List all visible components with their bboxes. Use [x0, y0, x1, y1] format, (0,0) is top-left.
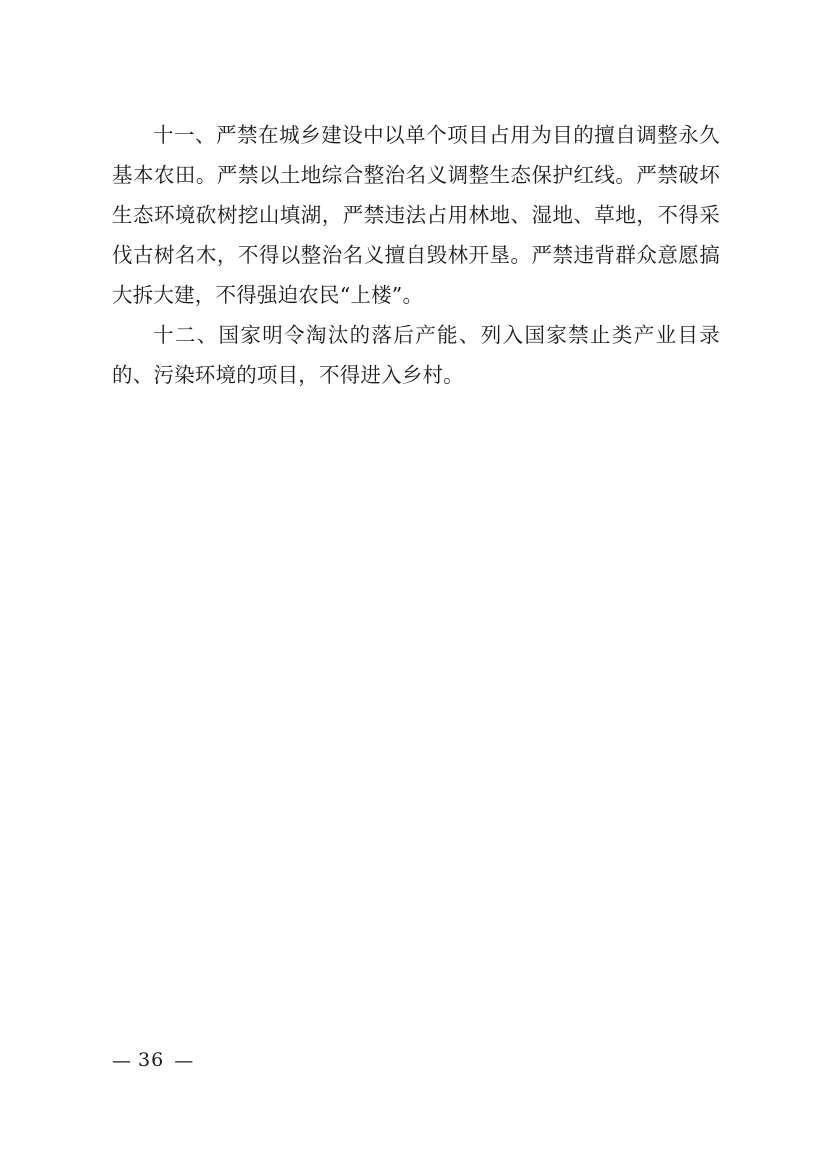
- paragraph-twelve: 十二、国家明令淘汰的落后产能、列入国家禁止类产业目录的、污染环境的项目，不得进入乡村。: [112, 323, 720, 387]
- footer-right-dash: —: [174, 1050, 195, 1072]
- footer-left-dash: —: [112, 1050, 132, 1072]
- page-number: 36: [138, 1049, 165, 1071]
- page-footer: [112, 1049, 720, 1072]
- page-content: [112, 115, 720, 395]
- paragraph-eleven: 十一、严禁在城乡建设中以单个项目占用为目的擅自调整永久基本农田。严禁以土地综合整治名义调整生态保护红线。严禁破坏生态环境砍树挖山填湖，严禁违法占用林地、湿地、草地，不得采伐古树名木，不得以整治名义擅自毁林开垦。严禁违背群众意愿搞大拆大建，不得强迫农民“上楼”。: [112, 123, 720, 307]
